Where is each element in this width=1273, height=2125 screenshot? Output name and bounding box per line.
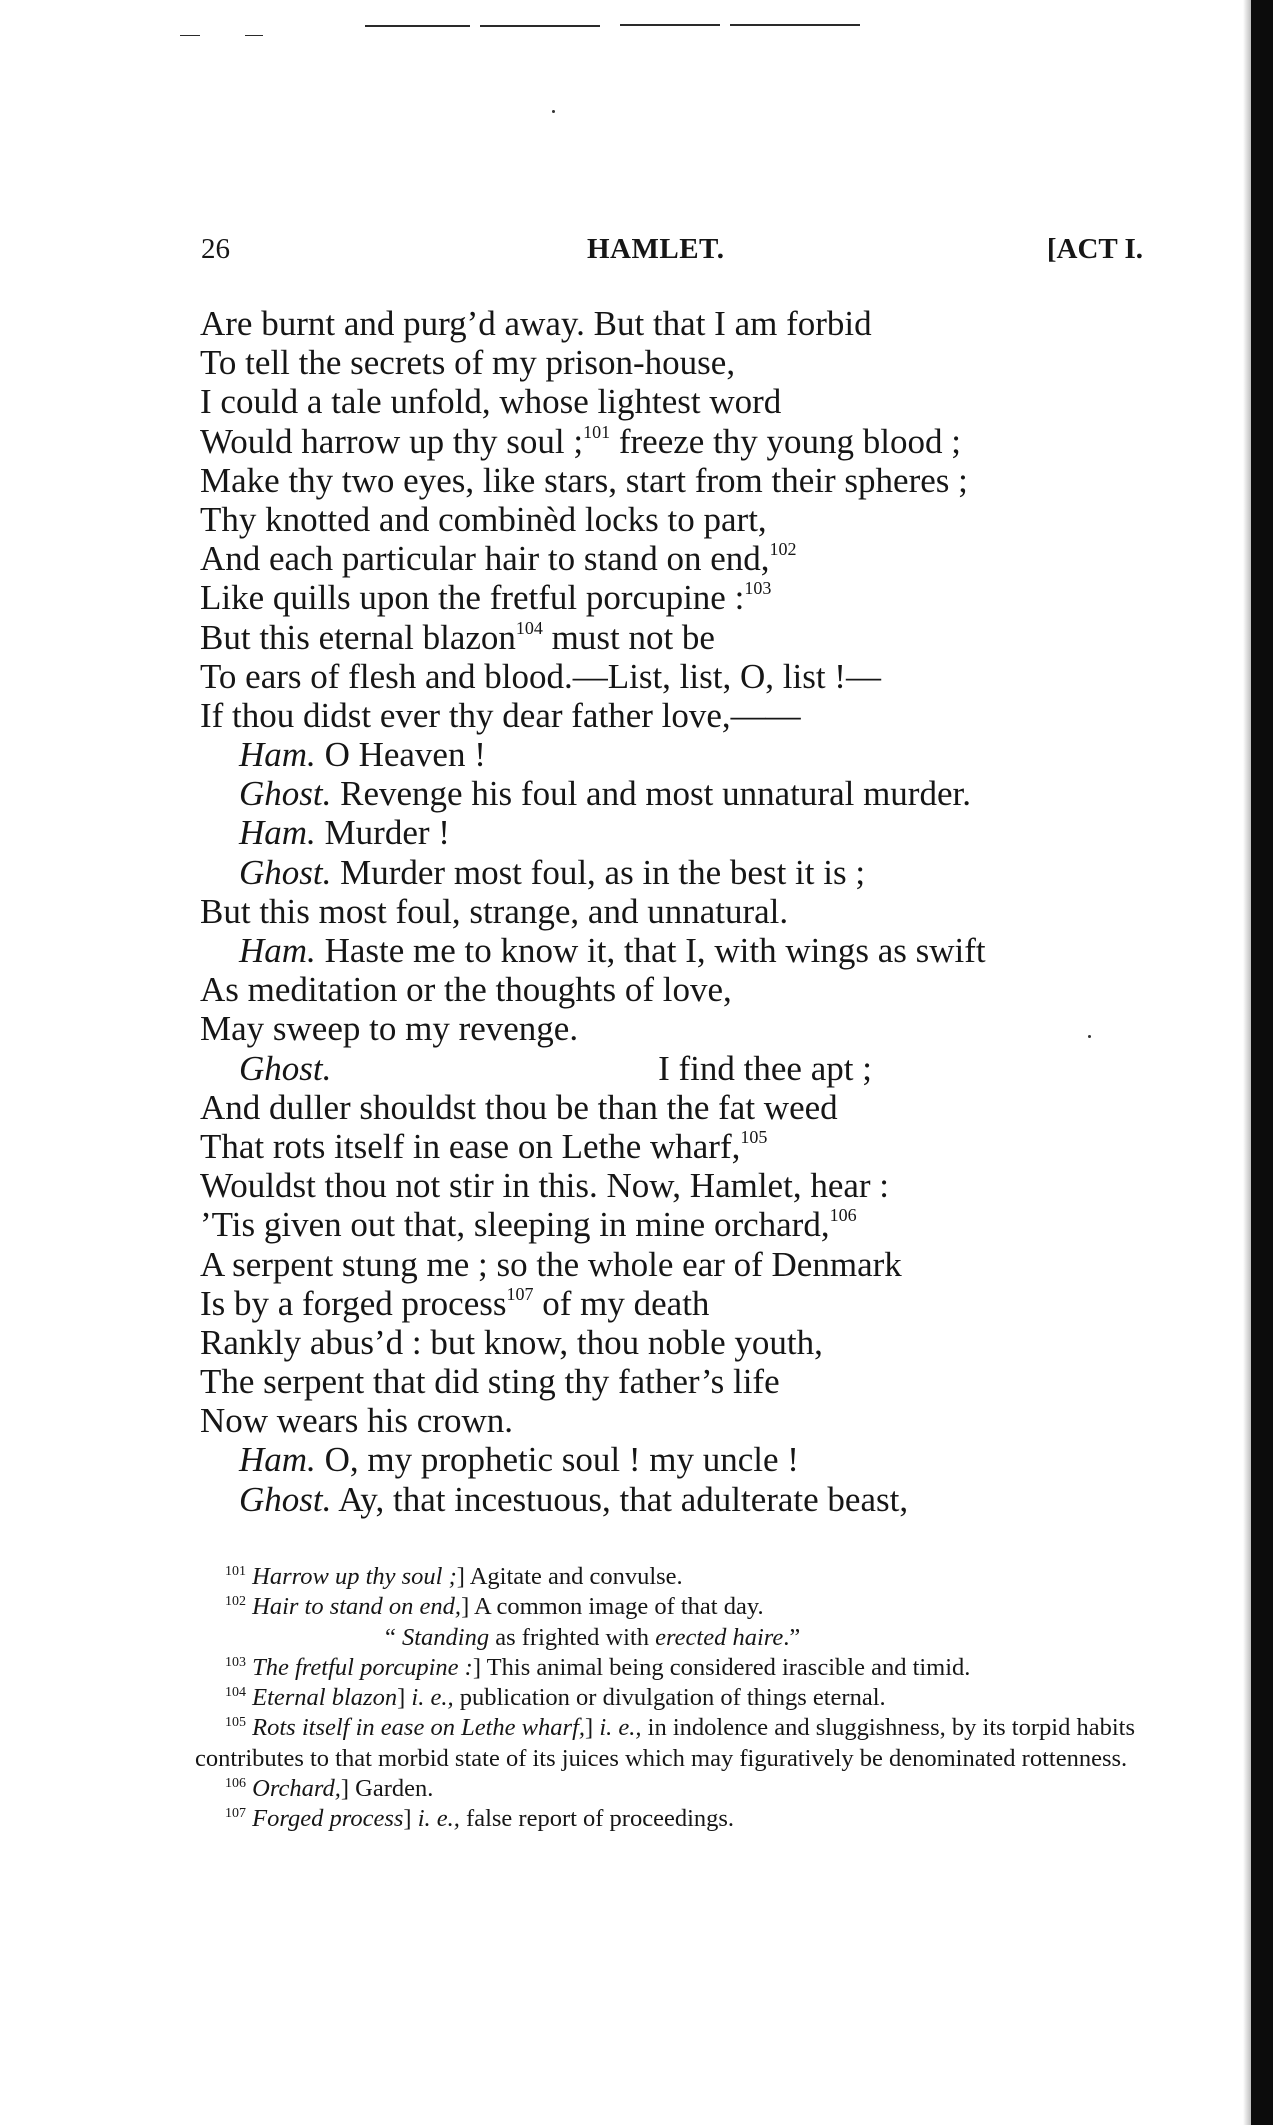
verse-text-run: And duller shouldst thou be than the fat weed [200, 1087, 838, 1127]
footnote-abbrev: i. e., [417, 1805, 460, 1833]
footnote-number: 106 [225, 1776, 246, 1792]
verse-line [200, 696, 1160, 735]
speaker-name: Ghost. [239, 774, 332, 814]
scan-artifact-dash [180, 35, 200, 36]
footnote-lemma: The fretful porcupine : [252, 1653, 473, 1681]
speaker-name: Ham. [239, 931, 316, 970]
verse-text-run: Haste me to know it, that I, with wings as swift [324, 931, 986, 970]
verse-text-run: Wouldst thou not stir in this. Now, Hamlet, hear : [200, 1166, 890, 1206]
footnote-quotation [195, 1623, 1135, 1653]
verse-line [200, 1480, 1160, 1519]
footnote-abbrev: i. e., [411, 1684, 454, 1712]
footnote-ref: 101 [583, 421, 611, 442]
verse-line [200, 578, 1160, 617]
speaker-name: Ghost. [239, 1048, 332, 1088]
footnote: $^{105}$ Rots itself in ease on Lethe wharf,] i. e., in indolence and sluggishness, by its torpid habits contributes to that morbid state of its juices which may figuratively be denominated rottenness. [195, 1714, 1135, 1772]
footnote: $^{103}$ The fretful porcupine :] This animal being considered irascible and timid. [225, 1653, 971, 1681]
footnote-lemma: Harrow up thy soul ; [252, 1563, 457, 1590]
verse-text-run: of my death [533, 1283, 710, 1323]
verse-text-run: I could a tale unfold, whose lightest word [200, 382, 782, 422]
verse-text-run: To ears of flesh and blood.—List, list, O, list !— [200, 656, 881, 696]
verse-text-run: Like quills upon the fretful porcupine : [200, 578, 745, 618]
scan-artifact-dash [365, 25, 470, 27]
verse-text-run: ’Tis given out that, sleeping in mine orchard, [200, 1205, 830, 1245]
verse-text-run: May sweep to my revenge. [200, 1009, 579, 1049]
quote-text: erected haire [655, 1623, 784, 1651]
verse-line [200, 1440, 1160, 1479]
quote-text: as frighted with [489, 1623, 656, 1651]
verse-text-run: O Heaven ! [324, 735, 486, 775]
verse-line [200, 892, 1160, 931]
footnote-lemma: Hair to stand on end, [252, 1593, 462, 1621]
footnotes [195, 1562, 1135, 1835]
verse-text-run: A serpent stung me ; so the whole ear of Denmark [200, 1244, 902, 1284]
verse-text-run: That rots itself in ease on Lethe wharf, [200, 1126, 741, 1166]
footnote: $^{104}$ Eternal blazon] i. e., publication or divulgation of things eternal. [225, 1684, 886, 1712]
verse-line [200, 343, 1160, 382]
verse-line [200, 382, 1160, 421]
scan-artifact-dash [480, 25, 600, 27]
scan-artifact-dash [620, 24, 720, 26]
verse-text-run: Murder ! [324, 813, 450, 853]
verse-text-run: To tell the secrets of my prison-house, [200, 343, 736, 383]
verse-text-run: Now wears his crown. [200, 1401, 513, 1441]
footnote-gloss: Agitate and convulse. [469, 1563, 683, 1590]
footnote-gloss: false report of proceedings. [466, 1805, 735, 1833]
verse-line [200, 304, 1160, 343]
speaker-name: Ghost. [239, 1479, 332, 1519]
scan-artifact-speck [552, 110, 555, 113]
footnote-ref: 104 [515, 617, 543, 638]
verse-line [200, 853, 1160, 892]
footnote-number: 102 [225, 1594, 246, 1610]
verse-text-run: If thou didst ever thy dear father love,—— [200, 695, 801, 735]
footnote: $^{107}$ Forged process] i. e., false report of proceedings. [225, 1805, 735, 1833]
verse-line [200, 500, 1160, 539]
verse-text-run: Make thy two eyes, like stars, start from their spheres ; [200, 460, 968, 500]
verse-line [200, 618, 1160, 657]
verse-line [200, 931, 1160, 970]
quote-text: “ [385, 1623, 402, 1651]
verse-line [200, 1166, 1160, 1205]
verse-line [200, 774, 1160, 813]
footnote-gloss: This animal being considered irascible and timid. [486, 1653, 971, 1681]
verse-text-run: I find thee apt ; [658, 1048, 872, 1088]
footnote-number: 104 [225, 1685, 246, 1701]
verse-line [200, 1009, 1160, 1048]
speaker-name: Ghost. [239, 852, 332, 892]
verse-text-run: Revenge his foul and most unnatural murder. [340, 774, 971, 814]
act-marker: [ACT I. [1046, 233, 1143, 265]
scan-artifact-dash [730, 24, 860, 26]
page-number: 26 [201, 233, 230, 265]
verse-line [200, 461, 1160, 500]
verse-text-run: And each particular hair to stand on end, [200, 539, 770, 579]
footnote-number: 107 [225, 1806, 246, 1822]
verse-text-run: Ay, that incestuous, that adulterate beast, [338, 1479, 909, 1519]
verse-text-run: Would harrow up thy soul ; [200, 421, 584, 461]
footnote-gloss: Garden. [355, 1775, 434, 1803]
footnote-gloss: publication or divulgation of things eternal. [459, 1684, 886, 1712]
verse-line [200, 735, 1160, 774]
verse-line [200, 1205, 1160, 1244]
verse-line [200, 657, 1160, 696]
footnote: $^{101}$ Harrow up thy soul ;] Agitate and convulse. [225, 1563, 683, 1590]
footnote-ref: 102 [769, 539, 797, 560]
footnote-gloss: A common image of that day. [474, 1593, 764, 1621]
verse-line [200, 1362, 1160, 1401]
verse-text-run: Murder most foul, as in the best it is ; [340, 852, 866, 892]
footnote-number: 105 [225, 1715, 246, 1731]
verse-line [200, 1049, 1160, 1088]
verse-text-run: But this eternal blazon [200, 617, 516, 657]
verse-text-run: must not be [542, 617, 715, 657]
verse-line [200, 1245, 1160, 1284]
verse-line [200, 813, 1160, 852]
verse-text-run: Thy knotted and combinèd locks to part, [200, 499, 767, 539]
footnote-ref: 103 [744, 578, 772, 599]
running-header [201, 233, 1143, 273]
running-title: HAMLET. [587, 233, 725, 265]
footnote-lemma: Forged process [252, 1805, 404, 1833]
verse-text-run: Is by a forged process [200, 1283, 507, 1323]
verse-line [200, 422, 1160, 461]
quote-text: Standing [402, 1623, 490, 1651]
verse-text-run: O, my prophetic soul ! my uncle ! [324, 1440, 799, 1480]
verse-line [200, 1323, 1160, 1362]
footnote: $^{102}$ Hair to stand on end,] A common image of that day. [225, 1593, 764, 1621]
footnote-abbrev: i. e., [599, 1714, 642, 1742]
verse-line [200, 1127, 1160, 1166]
footnote: $^{106}$ Orchard,] Garden. [225, 1775, 434, 1803]
footnote-ref: 105 [740, 1126, 768, 1147]
footnote-ref: 106 [829, 1205, 857, 1226]
verse-line [200, 539, 1160, 578]
verse-line [200, 1088, 1160, 1127]
scan-artifact-dash [245, 35, 263, 36]
verse-text-run: Are burnt and purg’d away. But that I am forbid [200, 304, 872, 343]
page-edge-shadow [1243, 0, 1251, 2125]
footnote-number: 103 [225, 1654, 246, 1670]
verse-line [200, 1284, 1160, 1323]
footnote-lemma: Eternal blazon [252, 1684, 398, 1712]
footnote-number: 101 [225, 1564, 246, 1579]
verse-text [200, 304, 1160, 1519]
verse-text-run: As meditation or the thoughts of love, [200, 970, 732, 1010]
verse-text-run: But this most foul, strange, and unnatural. [200, 891, 789, 931]
footnote-lemma: Rots itself in ease on Lethe wharf, [252, 1714, 585, 1742]
verse-text-run: freeze thy young blood ; [610, 421, 961, 461]
footnote-lemma: Orchard, [252, 1775, 341, 1803]
footnote-gloss: in indolence and sluggishness, by its torpid habits contributes to that morbid state of its juices which may figuratively be denominated rottenness. [195, 1714, 1135, 1772]
speaker-name: Ham. [239, 1440, 316, 1480]
verse-line [200, 1401, 1160, 1440]
quote-text: .” [783, 1623, 801, 1651]
verse-line [200, 970, 1160, 1009]
verse-text-run: The serpent that did sting thy father’s life [200, 1362, 780, 1402]
speaker-name: Ham. [239, 735, 316, 775]
verse-text-run: Rankly abus’d : but know, thou noble youth, [200, 1322, 823, 1362]
page-edge-binding [1251, 0, 1273, 2125]
footnote-ref: 107 [506, 1283, 534, 1304]
speaker-name: Ham. [239, 813, 316, 853]
